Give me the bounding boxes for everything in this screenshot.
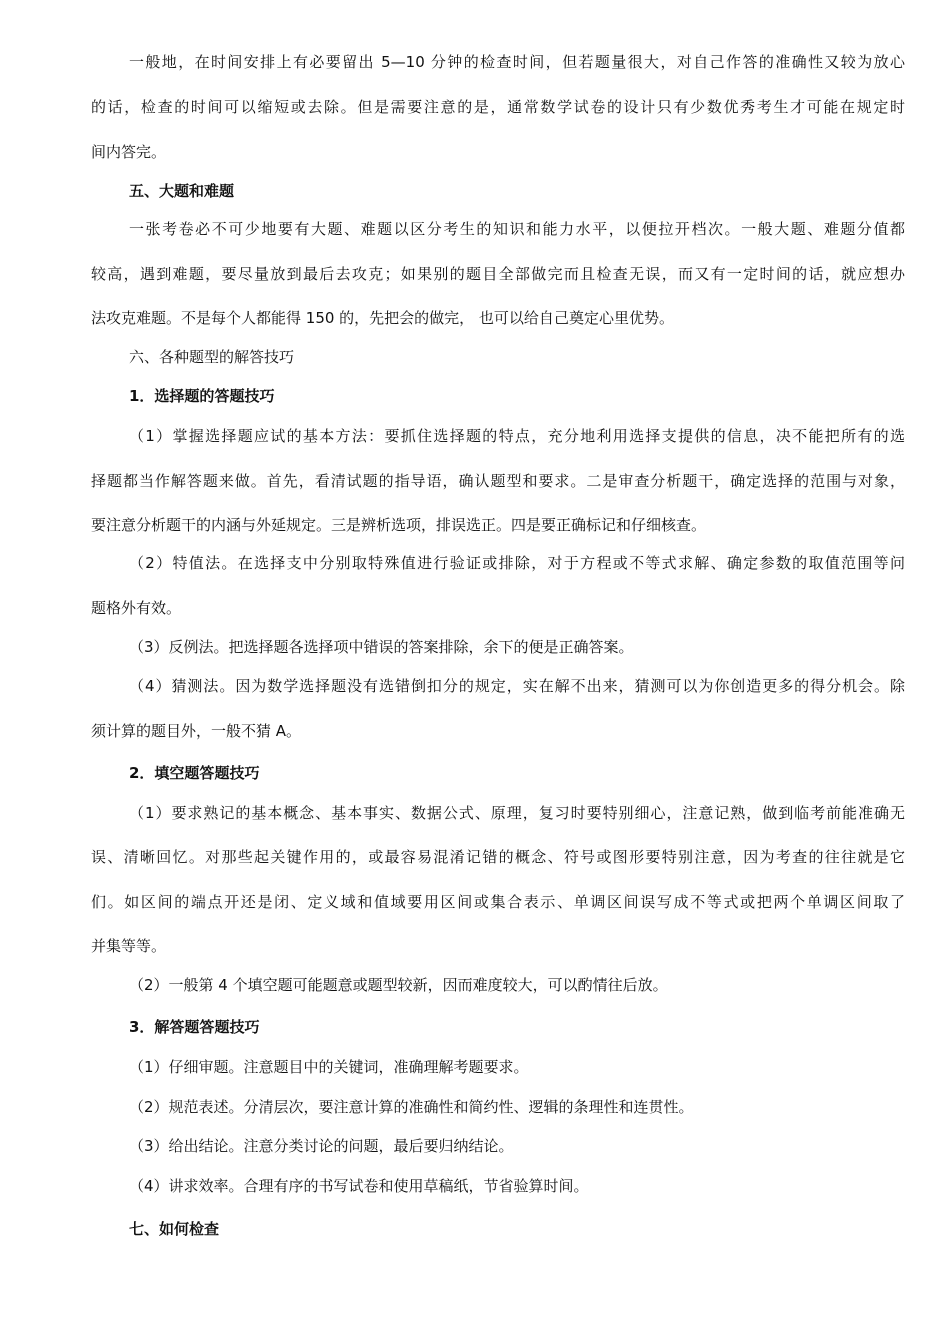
- paragraph-line: 法攻克难题。不是每个人都能得 150 的，先把会的做完， 也可以给自己奠定心里优势。: [91, 309, 674, 327]
- section-heading: 七、如何检查: [129, 1220, 220, 1238]
- section-heading: 五、大题和难题: [129, 182, 235, 200]
- paragraph-line: （2）规范表述。分清层次，要注意计算的准确性和简约性、逻辑的条理性和连贯性。: [129, 1098, 694, 1116]
- paragraph-line: （1）要求熟记的基本概念、基本事实、数据公式、原理，复习时要特别细心，注意记熟，做到临考前能准确无: [129, 804, 905, 822]
- paragraph-line: 较高，遇到难题，要尽量放到最后去攻克；如果别的题目全部做完而且检查无误，而又有一定时间的话，就应想办: [91, 265, 905, 283]
- paragraph-line: 误、清晰回忆。对那些起关键作用的，或最容易混淆记错的概念、符号或图形要特别注意，因为考查的往往就是它: [91, 848, 905, 866]
- paragraph-line: （1）掌握选择题应试的基本方法：要抓住选择题的特点，充分地利用选择支提供的信息，决不能把所有的选: [129, 427, 905, 445]
- paragraph-line: 一张考卷必不可少地要有大题、难题以区分考生的知识和能力水平，以便拉开档次。一般大题、难题分值都: [129, 220, 905, 238]
- paragraph-line: （3）给出结论。注意分类讨论的问题，最后要归纳结论。: [129, 1137, 514, 1155]
- paragraph-line: （2）一般第 4 个填空题可能题意或题型较新，因而难度较大，可以酌情往后放。: [129, 976, 668, 994]
- paragraph-line: 要注意分析题干的内涵与外延规定。三是辨析选项，排误选正。四是要正确标记和仔细核查。: [91, 516, 707, 534]
- paragraph-line: （1）仔细审题。注意题目中的关键词，准确理解考题要求。: [129, 1058, 529, 1076]
- paragraph-line: （4）讲求效率。合理有序的书写试卷和使用草稿纸，节省验算时间。: [129, 1177, 589, 1195]
- subsection-heading: 1．选择题的答题技巧: [129, 387, 275, 405]
- paragraph-line: 一般地，在时间安排上有必要留出 5—10 分钟的检查时间，但若题量很大，对自己作答的准确性又较为放心: [129, 53, 905, 71]
- paragraph-line: 题格外有效。: [91, 599, 182, 617]
- paragraph-line: 择题都当作解答题来做。首先，看清试题的指导语，确认题型和要求。二是审查分析题干，确定选择的范围与对象，: [91, 472, 905, 490]
- paragraph-line: 间内答完。: [91, 143, 167, 161]
- paragraph-line: 们。如区间的端点开还是闭、定义域和值域要用区间或集合表示、单调区间误写成不等式或把两个单调区间取了: [91, 893, 905, 911]
- paragraph-line: 的话，检查的时间可以缩短或去除。但是需要注意的是，通常数学试卷的设计只有少数优秀考生才可能在规定时: [91, 98, 905, 116]
- paragraph-line: 并集等等。: [91, 937, 167, 955]
- paragraph-line: （4）猜测法。因为数学选择题没有选错倒扣分的规定，实在解不出来，猜测可以为你创造更多的得分机会。除: [129, 677, 905, 695]
- subsection-heading: 2．填空题答题技巧: [129, 764, 260, 782]
- paragraph-line: 须计算的题目外，一般不猜 A。: [91, 722, 302, 740]
- section-heading: 六、各种题型的解答技巧: [129, 348, 295, 366]
- subsection-heading: 3．解答题答题技巧: [129, 1018, 260, 1036]
- paragraph-line: （3）反例法。把选择题各选择项中错误的答案排除，余下的便是正确答案。: [129, 638, 634, 656]
- paragraph-line: （2）特值法。在选择支中分别取特殊值进行验证或排除，对于方程或不等式求解、确定参数的取值范围等问: [129, 554, 905, 572]
